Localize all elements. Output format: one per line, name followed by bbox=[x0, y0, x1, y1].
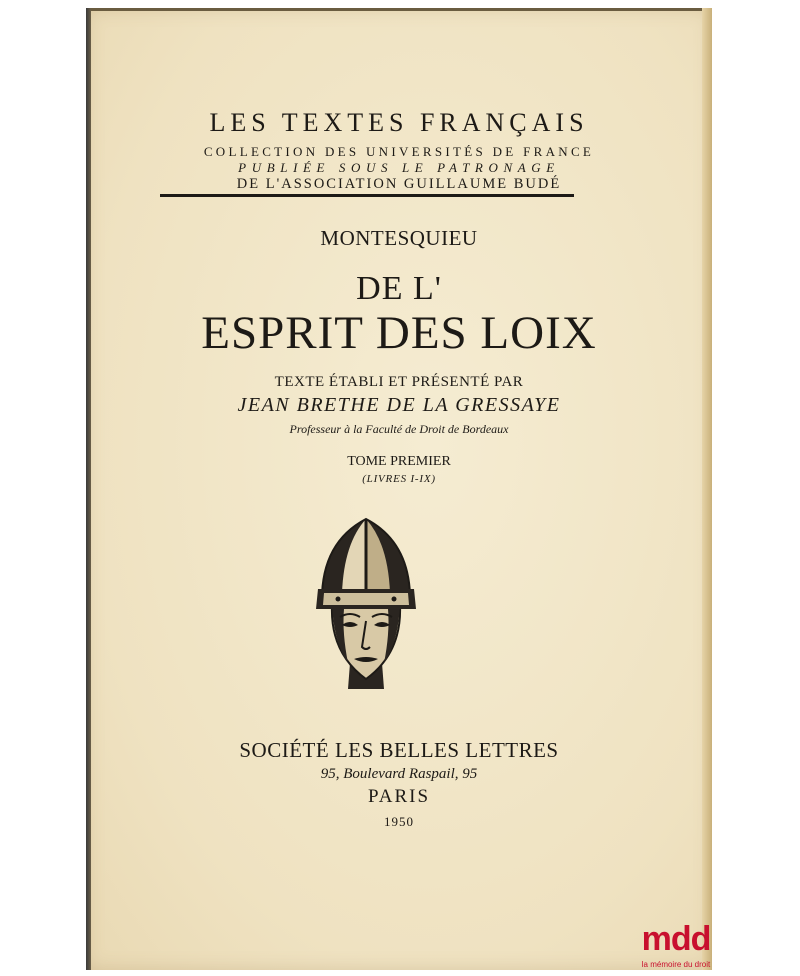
author-name: MONTESQUIEU bbox=[320, 226, 478, 250]
publisher-address: 95, Boulevard Raspail, 95 bbox=[320, 766, 478, 782]
editor-affiliation: Professeur à la Faculté de Droit de Bordeaux bbox=[289, 422, 509, 436]
series-title: LES TEXTES FRANÇAIS bbox=[209, 108, 589, 137]
watermark-tagline: la mémoire du droit bbox=[641, 960, 711, 969]
editor-name: JEAN BRETHE DE LA GRESSAYE bbox=[237, 394, 561, 416]
series-patronage: PUBLIÉE SOUS LE PATRONAGE bbox=[238, 160, 560, 175]
title-prefix: DE L' bbox=[356, 270, 442, 307]
page-top-edge bbox=[86, 8, 712, 11]
helmeted-head-icon bbox=[308, 513, 424, 691]
publication-year: 1950 bbox=[384, 814, 414, 829]
established-by: TEXTE ÉTABLI ET PRÉSENTÉ PAR bbox=[274, 374, 524, 390]
header-rule bbox=[160, 194, 574, 197]
series-association: DE L'ASSOCIATION GUILLAUME BUDÉ bbox=[236, 176, 562, 192]
watermark-logo-text: mdd bbox=[641, 920, 711, 958]
publisher-name: SOCIÉTÉ LES BELLES LETTRES bbox=[239, 738, 559, 762]
publisher-city: PARIS bbox=[367, 786, 431, 807]
series-collection: COLLECTION DES UNIVERSITÉS DE FRANCE bbox=[203, 144, 595, 159]
title-page bbox=[86, 8, 712, 970]
books-range: (LIVRES I-IX) bbox=[362, 473, 436, 485]
mdd-watermark-logo bbox=[634, 920, 718, 970]
volume-label: TOME PREMIER bbox=[347, 454, 451, 469]
book-title: ESPRIT DES LOIX bbox=[201, 307, 597, 359]
